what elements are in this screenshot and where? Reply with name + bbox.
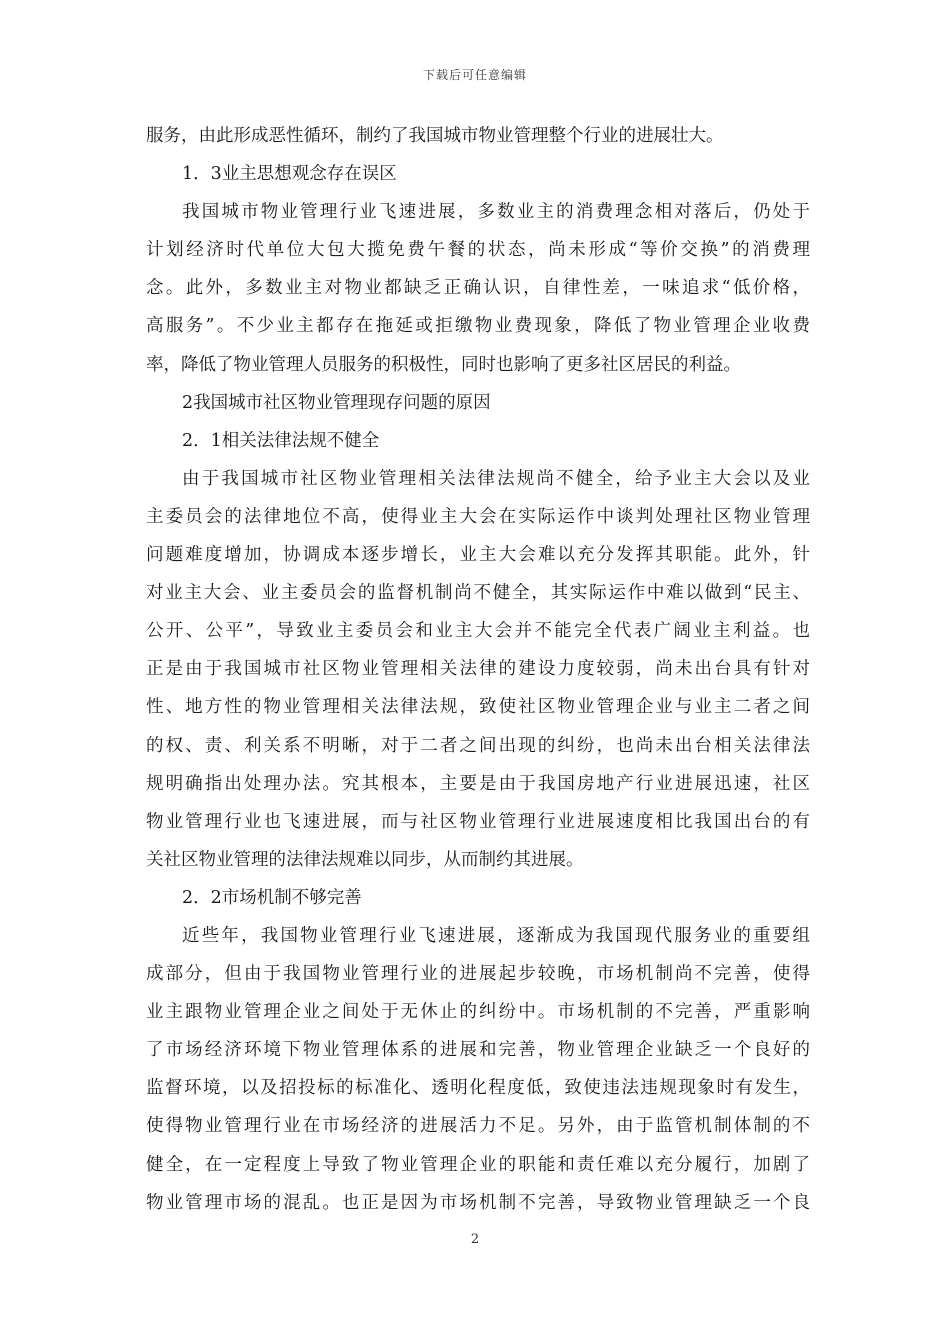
text-line: 成部分，但由于我国物业管理行业的进展起步较晚，市场机制尚不完善，使得 — [146, 964, 810, 985]
text-line: 我国城市物业管理行业飞速进展，多数业主的消费理念相对落后，仍处于 — [182, 202, 810, 223]
text-line: 监督环境，以及招投标的标准化、透明化程度低，致使违法违规现象时有发生， — [146, 1078, 810, 1099]
text-line: 正是由于我国城市社区物业管理相关法律的建设力度较弱，尚未出台具有针对 — [146, 659, 810, 680]
text-line: 业主跟物业管理企业之间处于无休止的纠纷中。市场机制的不完善，严重影响 — [146, 1002, 810, 1023]
text-line: 主委员会的法律地位不高，使得业主大会在实际运作中谈判处理社区物业管理 — [146, 506, 810, 527]
text-line: 了市场经济环境下物业管理体系的进展和完善，物业管理企业缺乏一个良好的 — [146, 1040, 810, 1061]
text-line: 物业管理市场的混乱。也正是因为市场机制不完善，导致物业管理缺乏一个良 — [146, 1192, 810, 1213]
text-line: 服务，由此形成恶性循环，制约了我国城市物业管理整个行业的进展壮大。 — [146, 126, 724, 146]
text-line: 近些年，我国物业管理行业飞速进展，逐渐成为我国现代服务业的重要组 — [182, 925, 810, 946]
section-heading: 1．3业主思想观念存在误区 — [182, 164, 397, 185]
text-line: 问题难度增加，协调成本逐步增长，业主大会难以充分发挥其职能。此外，针 — [146, 545, 810, 566]
text-line: 关社区物业管理的法律法规难以同步，从而制约其进展。 — [146, 849, 584, 870]
page-number: 2 — [470, 1232, 480, 1247]
text-line: 计划经济时代单位大包大揽免费午餐的状态，尚未形成“等价交换”的消费理 — [146, 240, 810, 261]
text-line: 公开、公平”，导致业主委员会和业主大会并不能完全代表广阔业主利益。也 — [146, 621, 810, 642]
text-line: 性、地方性的物业管理相关法律法规，致使社区物业管理企业与业主二者之间 — [146, 697, 810, 718]
document-body — [146, 117, 810, 1222]
text-line: 率，降低了物业管理人员服务的积极性，同时也影响了更多社区居民的利益。 — [146, 354, 741, 375]
text-line: 对业主大会、业主委员会的监督机制尚不健全，其实际运作中难以做到“民主、 — [146, 583, 810, 604]
text-line: 使得物业管理行业在市场经济的进展活力不足。另外，由于监管机制体制的不 — [146, 1116, 810, 1137]
page-header: 下载后可任意编辑 — [422, 68, 527, 82]
text-line: 由于我国城市社区物业管理相关法律法规尚不健全，给予业主大会以及业 — [182, 468, 810, 489]
text-line: 健全，在一定程度上导致了物业管理企业的职能和责任难以充分履行，加剧了 — [146, 1154, 810, 1175]
text-line: 物业管理行业也飞速进展，而与社区物业管理行业进展速度相比我国出台的有 — [146, 811, 810, 832]
section-heading: 2．2市场机制不够完善 — [182, 887, 362, 908]
text-line: 高服务”。不少业主都存在拖延或拒缴物业费现象，降低了物业管理企业收费 — [146, 316, 810, 337]
section-heading: 2．1相关法律法规不健全 — [182, 430, 380, 451]
section-heading: 2我国城市社区物业管理现存问题的原因 — [182, 392, 491, 413]
text-line: 念。此外，多数业主对物业都缺乏正确认识，自律性差，一味追求“低价格， — [146, 278, 810, 299]
text-line: 规明确指出处理办法。究其根本，主要是由于我国房地产行业进展迅速，社区 — [146, 773, 810, 794]
text-line: 的权、责、利关系不明晰，对于二者之间出现的纠纷，也尚未出台相关法律法 — [146, 735, 810, 756]
